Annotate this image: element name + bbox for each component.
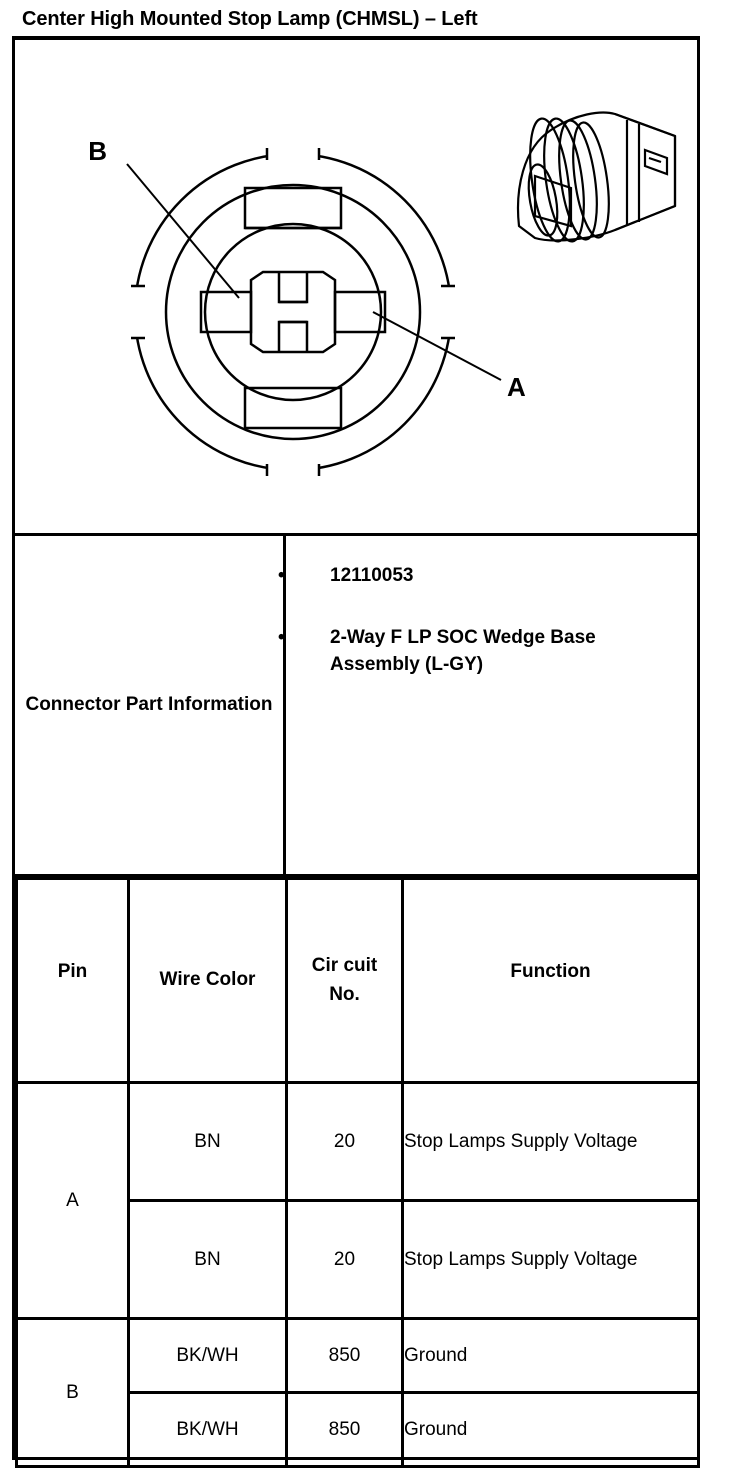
page-title: Center High Mounted Stop Lamp (CHMSL) – Left	[22, 8, 478, 30]
column-header-circuit-no: Cir cuit No.	[287, 879, 403, 1083]
cell-pin-b: B	[17, 1319, 129, 1467]
table-row	[17, 1083, 699, 1201]
pin-table	[15, 877, 700, 1468]
part-number-bullet	[278, 562, 683, 590]
connector-illustration	[15, 40, 697, 536]
cell-wire-color: BN	[129, 1083, 287, 1201]
connector-illustration-svg	[15, 40, 697, 532]
cell-wire-color: BN	[129, 1201, 287, 1319]
cell-function: Stop Lamps Supply Voltage	[403, 1083, 699, 1201]
table-row	[17, 1319, 699, 1393]
cell-wire-color: BK/WH	[129, 1319, 287, 1393]
cell-function: Stop Lamps Supply Voltage	[403, 1201, 699, 1319]
callout-label-a: A	[507, 372, 526, 402]
cell-circuit-no: 20	[287, 1083, 403, 1201]
cell-function: Ground	[403, 1319, 699, 1393]
pin-table-body	[17, 1083, 699, 1467]
callout-label-b: B	[88, 136, 107, 166]
cell-circuit-no: 850	[287, 1319, 403, 1393]
column-header-function: Function	[403, 879, 699, 1083]
cell-circuit-no: 20	[287, 1201, 403, 1319]
connector-part-information-value	[278, 536, 697, 874]
part-description-text: 2-Way F LP SOC Wedge Base Assembly (L-GY)	[330, 626, 596, 676]
part-description-bullet	[278, 624, 683, 679]
connector-part-information-label: Connector Part Information	[15, 536, 286, 874]
column-header-pin: Pin	[17, 879, 129, 1083]
part-number-text: 12110053	[330, 565, 414, 586]
cell-circuit-no: 850	[287, 1393, 403, 1467]
pin-table-head	[17, 879, 699, 1083]
connector-info-frame	[12, 40, 700, 1460]
connector-part-information-row	[15, 536, 697, 877]
column-header-wire-color: Wire Color	[129, 879, 287, 1083]
bullet-dot-icon: •	[278, 626, 285, 648]
table-header-row	[17, 879, 699, 1083]
cell-pin-a: A	[17, 1083, 129, 1319]
cell-function: Ground	[403, 1393, 699, 1467]
bullet-dot-icon: •	[278, 565, 285, 586]
cell-wire-color: BK/WH	[129, 1393, 287, 1467]
